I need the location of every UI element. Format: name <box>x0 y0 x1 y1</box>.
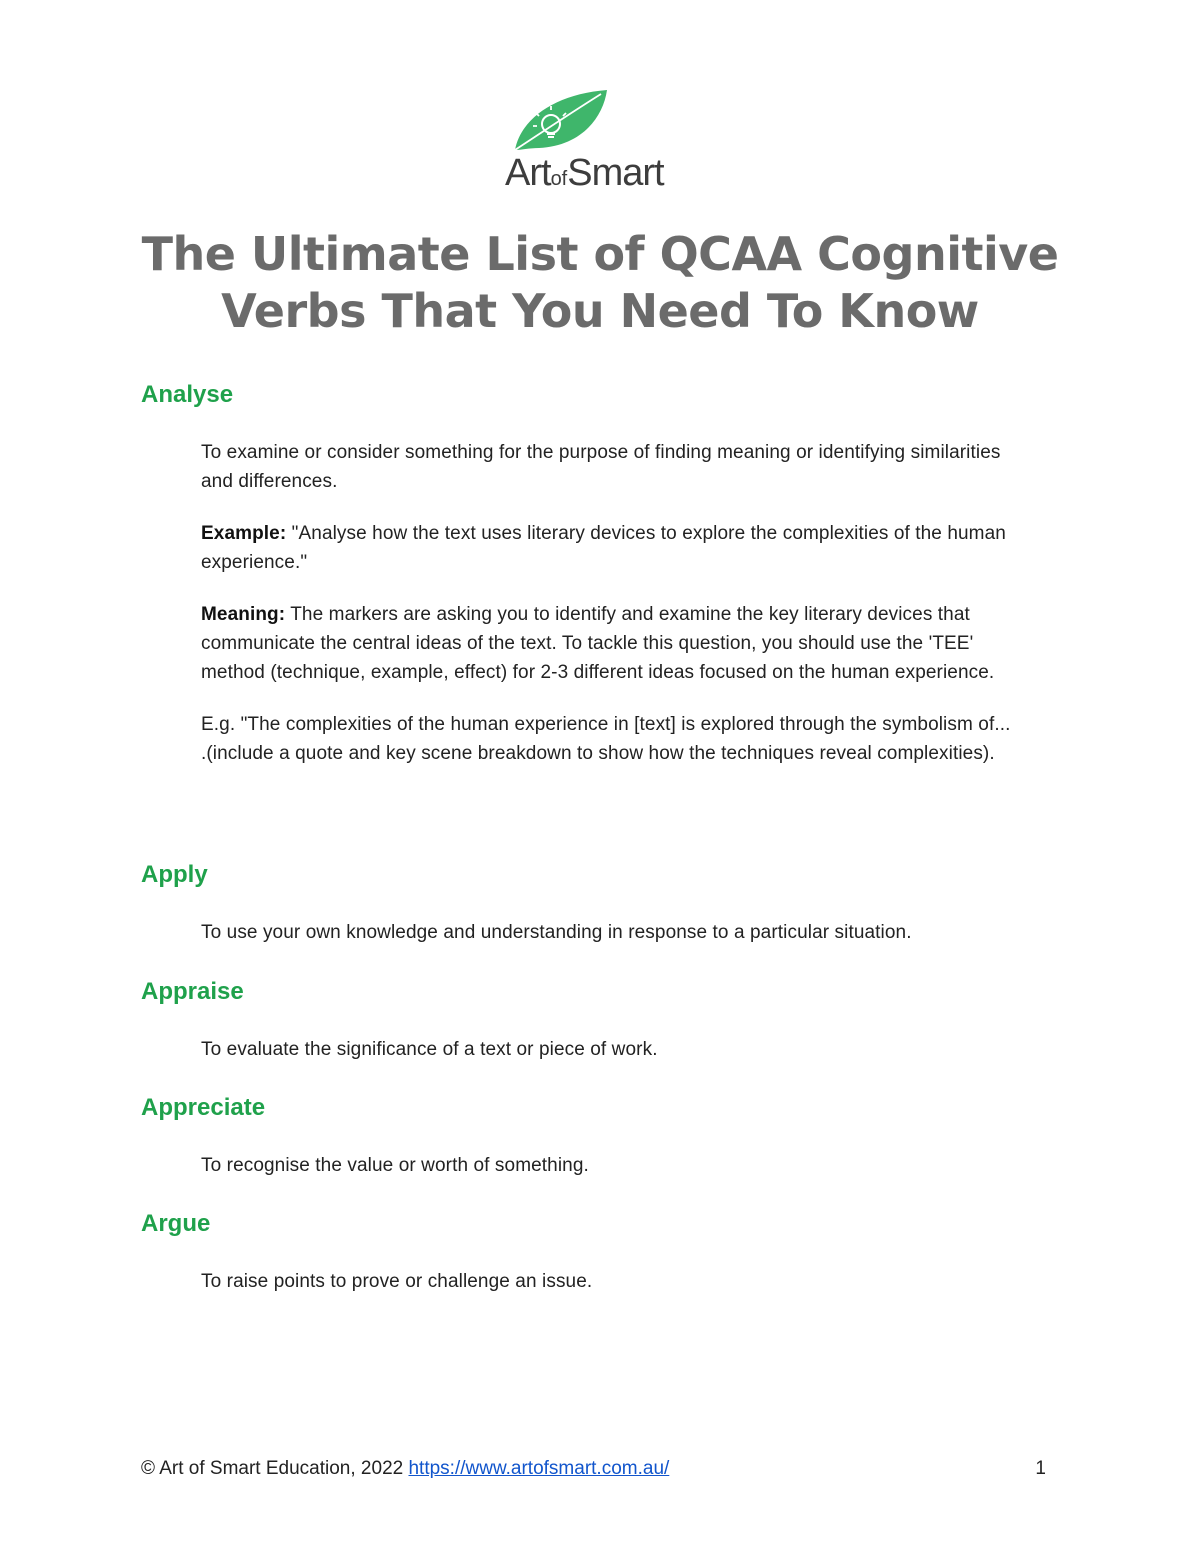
section-analyse <box>141 380 1021 768</box>
leaf-lightbulb-icon <box>511 88 611 154</box>
section-heading: Argue <box>141 1210 211 1237</box>
section-heading: Apply <box>141 861 208 888</box>
footer-website-link[interactable]: https://www.artofsmart.com.au/ <box>408 1458 670 1479</box>
definition-text: To recognise the value or worth of something. <box>201 1155 589 1176</box>
definition-text: To examine or consider something for the purpose of finding meaning or identifying similarities and differences. <box>201 442 1001 492</box>
section-argue <box>141 1209 1021 1296</box>
eg-paragraph: E.g. "The complexities of the human experience in [text] is explored through the symbolism of... .(include a quote and key scene breakdown to show how the techniques reveal complexities). <box>201 714 1011 764</box>
section-appreciate <box>141 1093 1021 1180</box>
logo-word-of: of <box>550 168 568 190</box>
section-heading: Analyse <box>141 381 234 408</box>
logo <box>505 88 695 193</box>
section-apply <box>141 860 1021 947</box>
section-heading: Appraise <box>141 978 244 1005</box>
section-appraise <box>141 977 1021 1064</box>
example-label: Example: <box>201 523 287 544</box>
definition-text: To raise points to prove or challenge an issue. <box>201 1271 593 1292</box>
page-number: 1 <box>1035 1458 1046 1479</box>
example-paragraph <box>201 519 1021 577</box>
meaning-paragraph <box>201 600 1021 687</box>
meaning-label: Meaning: <box>201 604 286 625</box>
meaning-text: The markers are asking you to identify and examine the key literary devices that communicate the central ideas of the text. To tackle this question, you should use the 'TEE' method (technique, example, effect) for 2-3 different ideas focused on the human experience. <box>201 604 995 683</box>
logo-word-art: Art <box>505 152 551 194</box>
page-title <box>100 226 1100 340</box>
example-text: "Analyse how the text uses literary devices to explore the complexities of the human experience." <box>201 523 1006 573</box>
definition-text: To use your own knowledge and understanding in response to a particular situation. <box>201 922 912 943</box>
logo-wordmark <box>505 151 695 201</box>
footer <box>141 1455 1046 1483</box>
definition-text: To evaluate the significance of a text or piece of work. <box>201 1039 658 1060</box>
footer-copyright: © Art of Smart Education, 2022 <box>141 1458 409 1479</box>
page-title-line-1: The Ultimate List of QCAA Cognitive <box>141 227 1059 281</box>
page-title-line-2: Verbs That You Need To Know <box>221 284 979 338</box>
logo-word-smart: Smart <box>567 152 664 194</box>
section-heading: Appreciate <box>141 1094 266 1121</box>
